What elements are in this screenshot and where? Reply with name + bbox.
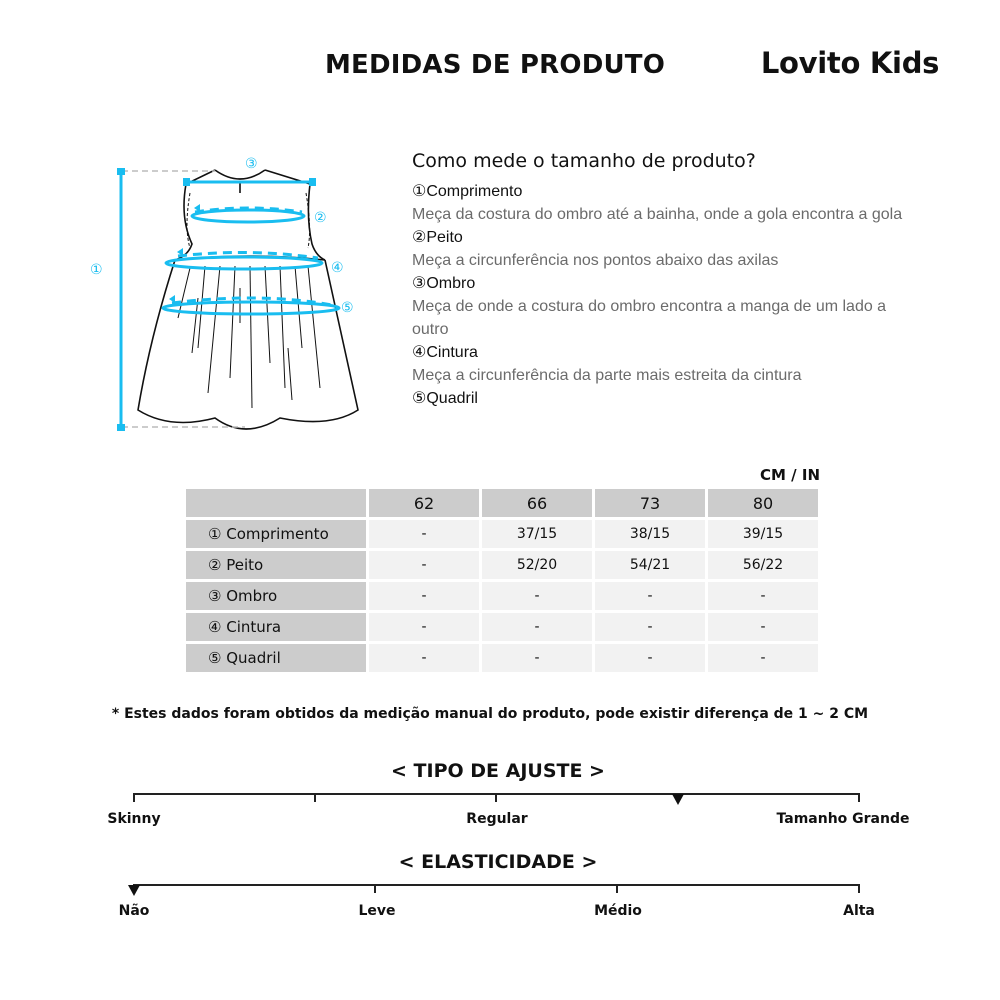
- table-cell: -: [369, 551, 479, 579]
- fit-type-title: < TIPO DE AJUSTE >: [391, 760, 605, 782]
- table-cell: -: [482, 613, 592, 641]
- elasticity-marker-icon: [128, 885, 140, 896]
- size-header: 62: [369, 489, 479, 517]
- fit-type-tick: [495, 793, 497, 802]
- elasticity-tick: [374, 884, 376, 893]
- table-cell: 37/15: [482, 520, 592, 548]
- table-cell: -: [595, 644, 705, 672]
- elasticity-label-medium: Médio: [594, 903, 642, 919]
- table-cell: 38/15: [595, 520, 705, 548]
- table-row: [186, 520, 818, 548]
- brand-logo: Lovito Kids: [760, 46, 940, 80]
- table-cell: 54/21: [595, 551, 705, 579]
- table-row: [186, 551, 818, 579]
- measure-heading: ③Ombro: [412, 275, 476, 292]
- size-header: 66: [482, 489, 592, 517]
- measure-description: Meça a circunferência nos pontos abaixo das axilas: [412, 252, 779, 269]
- table-row: [186, 644, 818, 672]
- marker-1: ①: [90, 262, 103, 278]
- measure-heading: ①Comprimento: [412, 183, 523, 200]
- fit-type-tick: [314, 793, 316, 802]
- fit-type-tick: [133, 793, 135, 802]
- marker-3: ③: [245, 156, 258, 172]
- measure-lines: [121, 171, 339, 427]
- size-header: 73: [595, 489, 705, 517]
- table-corner-cell: [186, 489, 366, 517]
- table-cell: -: [708, 644, 818, 672]
- row-label: ⑤ Quadril: [186, 644, 366, 672]
- elasticity-tick: [616, 884, 618, 893]
- row-label: ① Comprimento: [186, 520, 366, 548]
- marker-5: ⑤: [341, 300, 354, 316]
- elasticity-title: < ELASTICIDADE >: [398, 851, 598, 873]
- table-cell: -: [708, 582, 818, 610]
- table-row: [186, 582, 818, 610]
- elasticity-label-light: Leve: [358, 903, 396, 919]
- table-cell: -: [369, 582, 479, 610]
- page-title: MEDIDAS DE PRODUTO: [324, 50, 666, 80]
- size-table: [183, 486, 821, 675]
- table-cell: -: [482, 582, 592, 610]
- table-cell: -: [595, 613, 705, 641]
- unit-label: CM / IN: [760, 466, 820, 484]
- row-label: ④ Cintura: [186, 613, 366, 641]
- size-header: 80: [708, 489, 818, 517]
- row-label: ② Peito: [186, 551, 366, 579]
- fit-label-skinny: Skinny: [107, 811, 161, 827]
- fit-label-oversized: Tamanho Grande: [776, 811, 910, 827]
- measure-heading: ④Cintura: [412, 344, 478, 361]
- table-cell: -: [369, 644, 479, 672]
- measurement-note: * Estes dados foram obtidos da medição manual do produto, pode existir diferença de 1 ~ 2 CM: [111, 706, 869, 722]
- row-label: ③ Ombro: [186, 582, 366, 610]
- marker-4: ④: [331, 260, 344, 276]
- table-cell: -: [595, 582, 705, 610]
- table-cell: 39/15: [708, 520, 818, 548]
- table-cell: -: [708, 613, 818, 641]
- measure-description: Meça de onde a costura do ombro encontra a manga de um lado a outro: [412, 298, 887, 338]
- marker-2: ②: [314, 210, 327, 226]
- fit-type-tick: [858, 793, 860, 802]
- table-cell: 56/22: [708, 551, 818, 579]
- measure-description: Meça da costura do ombro até a bainha, onde a gola encontra a gola: [412, 206, 903, 223]
- how-to-measure-question: Como mede o tamanho de produto?: [412, 150, 756, 172]
- table-cell: -: [369, 520, 479, 548]
- elasticity-scale-line: [133, 884, 860, 886]
- garment-illustration: [80, 148, 380, 440]
- how-to-measure: [412, 150, 912, 410]
- measure-description: Meça a circunferência da parte mais estreita da cintura: [412, 367, 802, 384]
- fit-type-marker-icon: [672, 794, 684, 805]
- measure-heading: ⑤Quadril: [412, 390, 478, 407]
- elasticity-label-high: Alta: [843, 903, 875, 919]
- table-header-row: [186, 489, 818, 517]
- table-cell: -: [482, 644, 592, 672]
- measure-heading: ②Peito: [412, 229, 463, 246]
- table-cell: -: [369, 613, 479, 641]
- table-row: [186, 613, 818, 641]
- table-cell: 52/20: [482, 551, 592, 579]
- elasticity-tick: [858, 884, 860, 893]
- fit-label-regular: Regular: [466, 811, 528, 827]
- elasticity-label-none: Não: [118, 903, 150, 919]
